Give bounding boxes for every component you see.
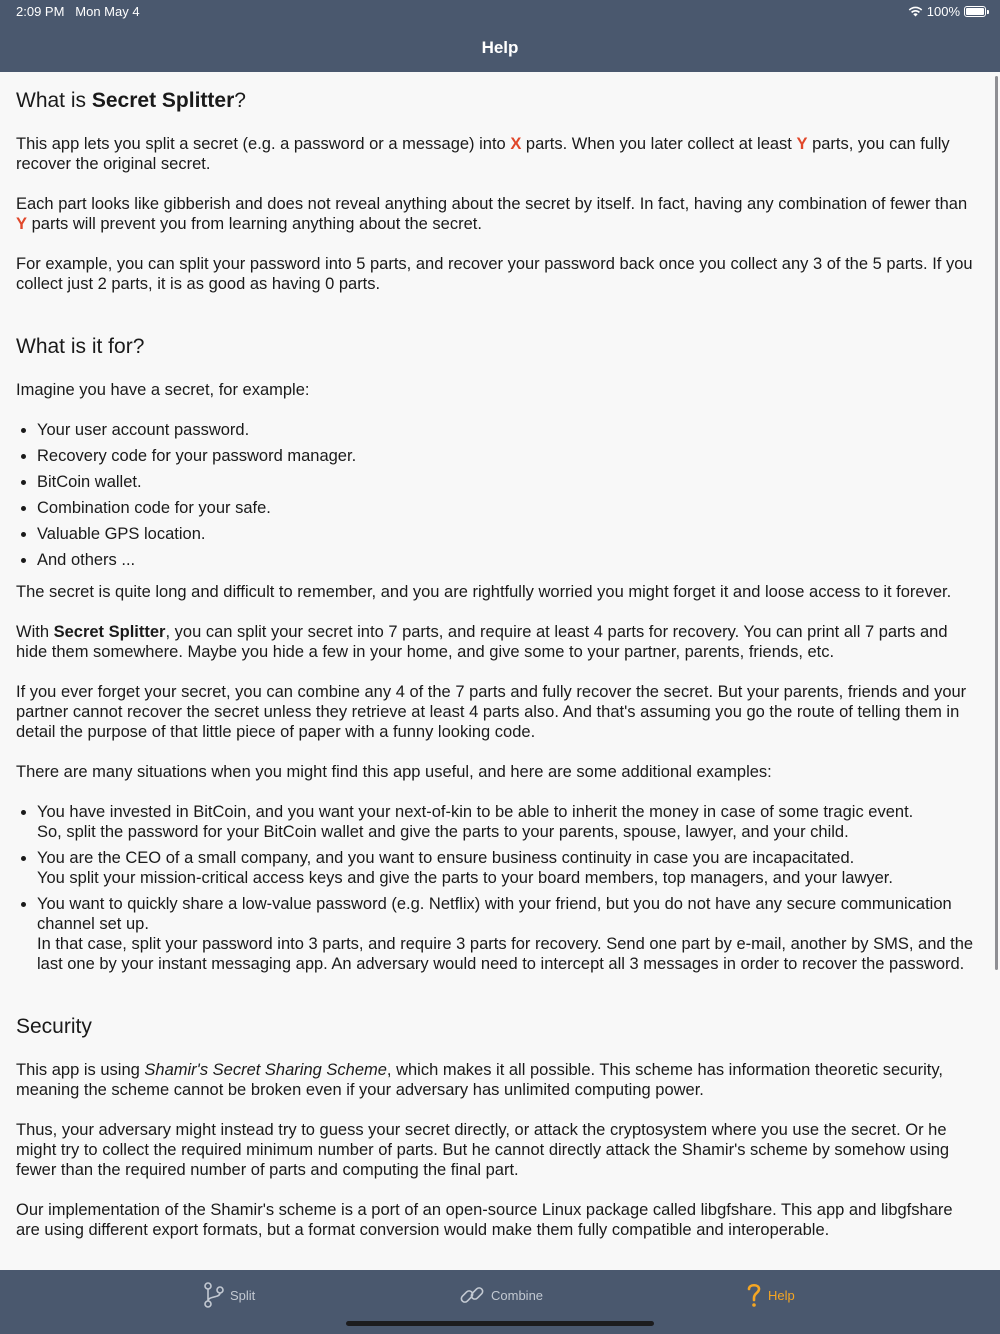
- y-highlight: Y: [16, 215, 28, 233]
- paragraph: There are many situations when you might find this app useful, and here are some additional examples:: [16, 763, 772, 781]
- paragraph: With Secret Splitter, you can split your secret into 7 parts, and require at least 4 parts for recovery. You can print all 7 parts and hide them somewhere. Maybe you hide a few in your home, and give some to your partner, parents, friends, etc.: [16, 623, 948, 661]
- paragraph: This app lets you split a secret (e.g. a password or a message) into X parts. When you later collect at least Y parts, you can fully recover the original secret.: [16, 135, 950, 173]
- paragraph: Our implementation of the Shamir's scheme is a port of an open-source Linux package called libgfshare. This app and libgfshare are using different export formats, but a format conversion would make them fully compatible and interoperable.: [16, 1201, 953, 1239]
- paragraph: If you ever forget your secret, you can combine any 4 of the 7 parts and fully recover the secret. But your parents, friends and your partner cannot recover the secret unless they retrieve at least 4 parts also. And that's assuming you go the route of telling them in detail the purpose of that little piece of paper with a funny looking code.: [16, 683, 967, 741]
- paragraph: For example, you can split your password into 5 parts, and recover your password back once you collect any 3 of the 5 parts. If you collect just 2 parts, it is as good as having 0 parts.: [16, 255, 973, 293]
- tab-combine[interactable]: [459, 1282, 543, 1308]
- question-mark-icon: [746, 1282, 762, 1308]
- help-content: [16, 88, 978, 1260]
- status-bar-time: [16, 4, 140, 19]
- status-bar-right: [908, 4, 986, 19]
- section-heading-what-is: What is Secret Splitter?: [16, 89, 246, 112]
- list-item: • And others ...: [37, 550, 978, 570]
- battery-icon: [964, 6, 986, 17]
- page-title: Help: [481, 38, 519, 57]
- battery-percent: 100%: [926, 4, 960, 19]
- list-item: • You want to quickly share a low-value password (e.g. Netflix) with your friend, but you do not have any secure communication channel set up. In that case, split your password into 3 parts, and require 3 parts for recovery. Send one part by e-mail, another by SMS, and the last one by your instant messaging app. An adversary would need to intercept all 3 messages in order to recover the password.: [37, 894, 978, 974]
- navigation-bar: [0, 0, 1000, 72]
- list-item: • You have invested in BitCoin, and you want your next-of-kin to be able to inherit the money in case of some tragic event. So, split the password for your BitCoin wallet and give the parts to your parents, spouse, lawyer, and your child.: [37, 802, 978, 842]
- section-heading-security: Security: [16, 1015, 92, 1038]
- scrollbar[interactable]: [995, 76, 998, 970]
- split-icon: [204, 1282, 224, 1308]
- list-item: • Your user account password.: [37, 420, 978, 440]
- tab-help-label: Help: [768, 1287, 795, 1303]
- use-case-list: [16, 802, 978, 974]
- wifi-icon: [908, 6, 923, 17]
- paragraph: Imagine you have a secret, for example:: [16, 381, 310, 399]
- list-item: • You are the CEO of a small company, and you want to ensure business continuity in case you are incapacitated. You split your mission-critical access keys and give the parts to your board members, top managers, and your lawyer.: [37, 848, 978, 888]
- paragraph: Thus, your adversary might instead try to guess your secret directly, or attack the cryptosystem where you use the secret. Or he might try to collect the required minimum number of parts. But he cannot directly attack the Shamir's scheme by somehow using fewer than the required number of parts and computing the final part.: [16, 1121, 950, 1179]
- status-time: 2:09 PM: [16, 4, 65, 19]
- paragraph: This app is using Shamir's Secret Sharing Scheme, which makes it all possible. This scheme has information theoretic security, meaning the scheme cannot be broken even if your adversary has unlimited computing power.: [16, 1061, 943, 1099]
- status-date: Mon May 4: [75, 4, 140, 19]
- paragraph: The secret is quite long and difficult to remember, and you are rightfully worried you might forget it and loose access to it forever.: [16, 583, 952, 601]
- list-item: • BitCoin wallet.: [37, 472, 978, 492]
- list-item: • Recovery code for your password manager.: [37, 446, 978, 466]
- x-highlight: X: [510, 135, 522, 153]
- home-indicator[interactable]: [346, 1321, 654, 1326]
- tab-split[interactable]: [204, 1282, 255, 1308]
- tab-split-label: Split: [230, 1287, 256, 1303]
- y-highlight: Y: [796, 135, 808, 153]
- example-secrets-list: [16, 420, 978, 570]
- tab-help[interactable]: [746, 1282, 795, 1308]
- paragraph: Each part looks like gibberish and does not reveal anything about the secret by itself. In fact, having any combination of fewer than Y parts will prevent you from learning anything about the secret.: [16, 195, 968, 233]
- list-item: • Valuable GPS location.: [37, 524, 978, 544]
- tab-combine-label: Combine: [491, 1287, 544, 1303]
- link-icon: [459, 1282, 485, 1308]
- list-item: • Combination code for your safe.: [37, 498, 978, 518]
- section-heading-what-for: What is it for?: [16, 335, 145, 358]
